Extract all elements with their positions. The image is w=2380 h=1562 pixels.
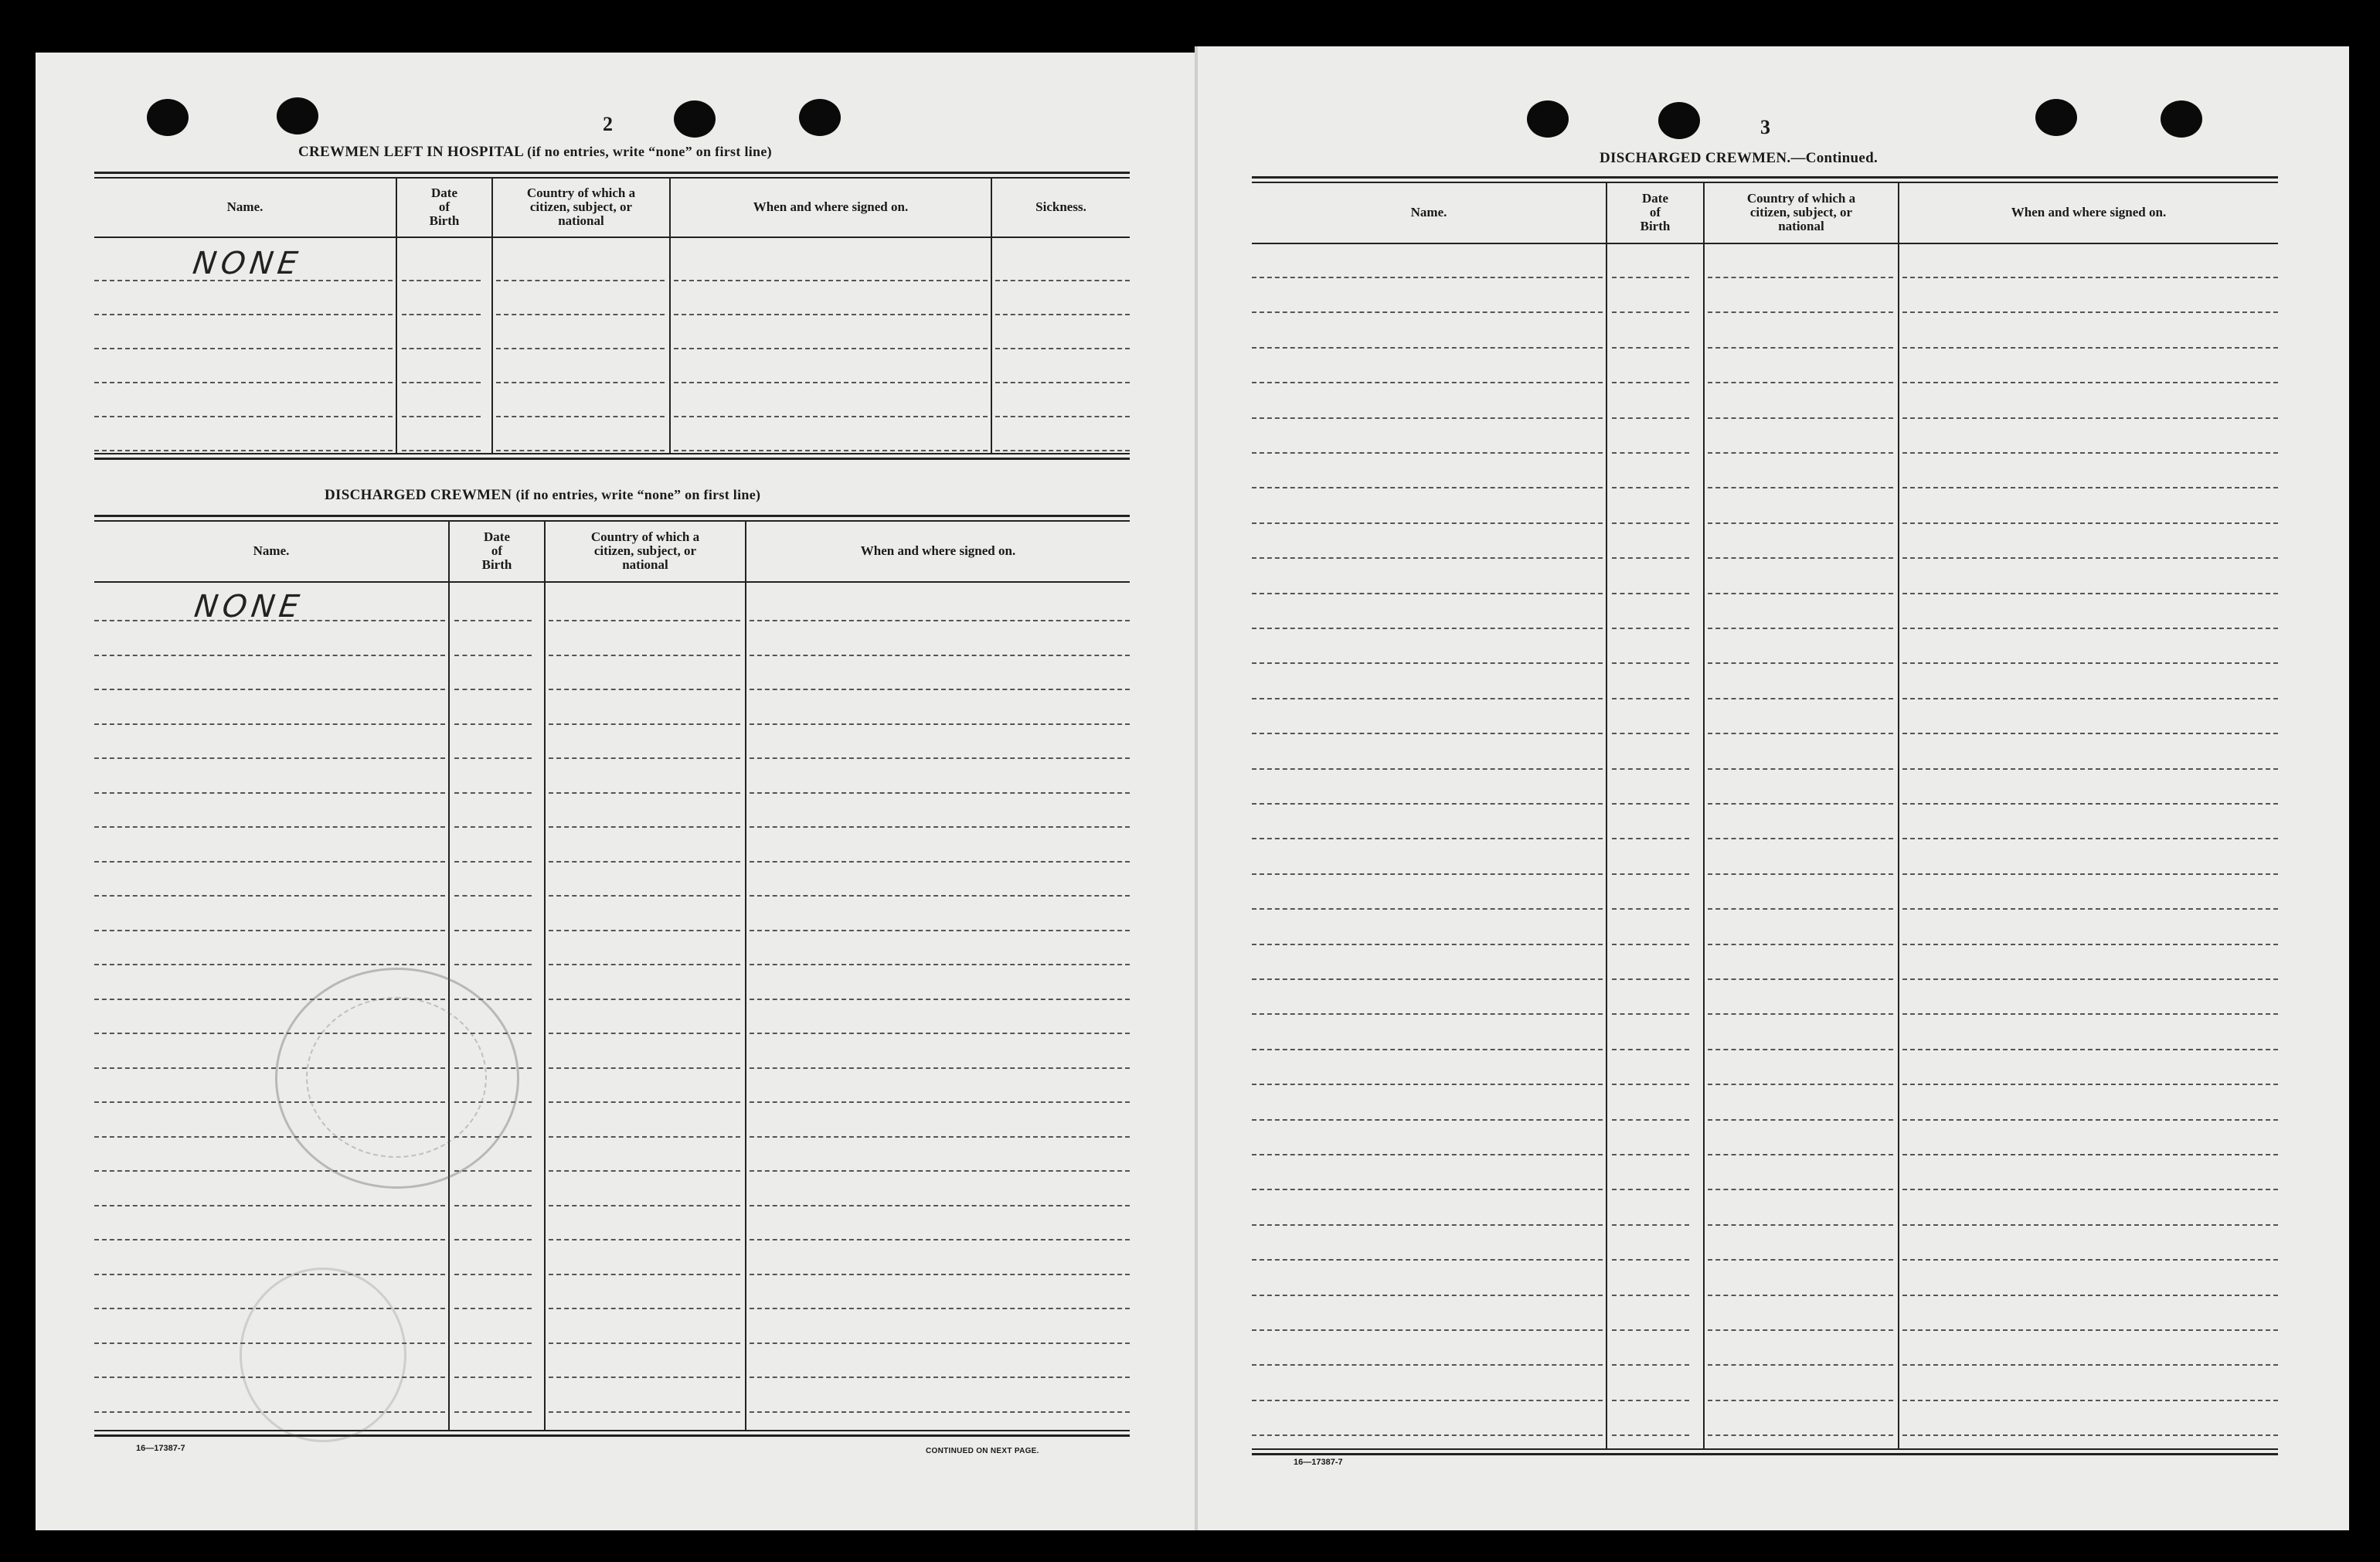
ruled-line	[94, 723, 445, 725]
ruled-line	[1252, 1049, 1603, 1050]
ruled-line	[1252, 662, 1603, 664]
ruled-line	[1612, 1119, 1689, 1121]
ruled-line	[1902, 838, 2278, 839]
ruled-line	[1902, 382, 2278, 383]
ruled-line	[750, 1033, 1130, 1034]
ruled-line	[1612, 662, 1689, 664]
punch-hole	[147, 99, 189, 136]
ruled-line	[1708, 1259, 1893, 1261]
discharged-instruction: (if no entries, write “none” on first line)	[515, 487, 761, 502]
ruled-line	[1708, 944, 1893, 945]
ruled-line	[402, 280, 481, 281]
ruled-line	[1252, 1013, 1603, 1015]
ruled-line	[1708, 1154, 1893, 1155]
ruled-line	[750, 1136, 1130, 1138]
punch-hole	[1527, 100, 1569, 138]
ruled-line	[1708, 908, 1893, 910]
ruled-line	[1708, 311, 1893, 313]
ruled-line	[750, 1274, 1130, 1275]
punch-hole	[2161, 100, 2202, 138]
ruled-line	[496, 382, 665, 383]
ruled-line	[1902, 1013, 2278, 1015]
ruled-line	[1252, 1224, 1603, 1226]
ruled-line	[1252, 382, 1603, 383]
ruled-line	[1902, 417, 2278, 419]
ruled-line	[549, 1170, 740, 1172]
ruled-line	[454, 723, 532, 725]
ruled-line	[402, 450, 481, 451]
ruled-line	[1708, 557, 1893, 559]
ruled-line	[1902, 698, 2278, 699]
ruled-line	[1612, 1013, 1689, 1015]
ruled-line	[1612, 803, 1689, 805]
right-form-code: 16—17387-7	[1294, 1458, 1343, 1467]
ruled-line	[454, 620, 532, 621]
ruled-line	[995, 314, 1130, 315]
ruled-line	[94, 792, 445, 794]
hospital-section-title	[298, 144, 772, 161]
ruled-line	[1612, 277, 1689, 278]
ruled-line	[995, 280, 1130, 281]
ruled-line	[1902, 662, 2278, 664]
header-name: Name.	[1410, 205, 1447, 219]
discharged-handwritten-entry: NONE	[192, 589, 306, 624]
ruled-line	[1612, 347, 1689, 349]
ruled-line	[94, 1239, 445, 1240]
ruled-line	[549, 861, 740, 863]
ruled-line	[750, 964, 1130, 965]
header-date-of-birth: Date of Birth	[1640, 191, 1671, 233]
ruled-line	[995, 348, 1130, 349]
ruled-line	[94, 314, 393, 315]
ruled-line	[1708, 347, 1893, 349]
ruled-line	[1708, 873, 1893, 875]
ruled-line	[1252, 768, 1603, 770]
ruled-line	[1252, 347, 1603, 349]
faded-stamp	[240, 1268, 406, 1442]
ruled-line	[94, 450, 393, 451]
ruled-line	[995, 416, 1130, 417]
ruled-line	[1708, 628, 1893, 629]
ruled-line	[1902, 557, 2278, 559]
ruled-line	[454, 757, 532, 759]
ruled-line	[1252, 417, 1603, 419]
ruled-line	[94, 382, 393, 383]
ruled-line	[1902, 1259, 2278, 1261]
ruled-line	[1902, 1295, 2278, 1296]
ruled-line	[750, 1067, 1130, 1069]
ruled-line	[1612, 908, 1689, 910]
ruled-line	[1252, 1119, 1603, 1121]
ruled-line	[1612, 557, 1689, 559]
ruled-line	[549, 655, 740, 656]
header-name: Name.	[253, 543, 290, 558]
right-section-title: DISCHARGED CREWMEN.—Continued.	[1600, 150, 1878, 166]
ruled-line	[1612, 1434, 1689, 1436]
ruled-line	[1708, 1224, 1893, 1226]
header-date-of-birth: Date of Birth	[429, 185, 460, 228]
ruled-line	[750, 999, 1130, 1000]
ruled-line	[1252, 487, 1603, 488]
ruled-line	[1252, 452, 1603, 454]
ruled-line	[1612, 1224, 1689, 1226]
ruled-line	[1708, 1189, 1893, 1190]
ruled-line	[1252, 908, 1603, 910]
ruled-line	[1902, 277, 2278, 278]
ruled-line	[1252, 698, 1603, 699]
discharged-title-text: DISCHARGED CREWMEN	[325, 487, 512, 503]
ruled-line	[549, 1101, 740, 1103]
ruled-line	[94, 757, 445, 759]
hospital-table	[94, 172, 1130, 462]
ruled-line	[1902, 1154, 2278, 1155]
ruled-line	[1252, 1189, 1603, 1190]
faded-stamp-inner	[306, 997, 487, 1158]
ruled-line	[1708, 1364, 1893, 1366]
ruled-line	[94, 930, 445, 931]
ruled-line	[94, 861, 445, 863]
ruled-line	[402, 416, 481, 417]
ruled-line	[549, 1067, 740, 1069]
ruled-line	[496, 416, 665, 417]
ruled-line	[1708, 382, 1893, 383]
ruled-line	[549, 1136, 740, 1138]
header-country: Country of which a citizen, subject, or national	[526, 185, 636, 228]
ruled-line	[1708, 1049, 1893, 1050]
ruled-line	[94, 655, 445, 656]
ruled-line	[750, 1239, 1130, 1240]
ruled-line	[94, 964, 445, 965]
ruled-line	[1252, 1084, 1603, 1085]
left-form-code: 16—17387-7	[136, 1444, 185, 1453]
ruled-line	[1902, 1224, 2278, 1226]
ruled-line	[1612, 944, 1689, 945]
ruled-line	[1902, 522, 2278, 524]
ruled-line	[1708, 452, 1893, 454]
ruled-line	[1612, 1259, 1689, 1261]
ruled-line	[1612, 593, 1689, 594]
ruled-line	[1902, 311, 2278, 313]
ruled-line	[750, 689, 1130, 690]
ruled-line	[454, 1239, 532, 1240]
ruled-line	[549, 792, 740, 794]
punch-hole	[2035, 99, 2077, 136]
discharged-section-title	[325, 487, 760, 504]
ruled-line	[750, 895, 1130, 897]
ruled-line	[1902, 487, 2278, 488]
ruled-line	[94, 1205, 445, 1206]
ruled-line	[549, 826, 740, 828]
discharged-continued-table	[1252, 176, 2278, 1458]
ruled-line	[1612, 1049, 1689, 1050]
ruled-line	[750, 655, 1130, 656]
ruled-line	[1708, 522, 1893, 524]
ruled-line	[1902, 978, 2278, 980]
punch-hole	[799, 99, 841, 136]
ruled-line	[1252, 1259, 1603, 1261]
ruled-line	[549, 930, 740, 931]
ruled-line	[995, 382, 1130, 383]
ruled-line	[549, 620, 740, 621]
ruled-line	[1612, 873, 1689, 875]
ruled-line	[1612, 452, 1689, 454]
ruled-line	[1708, 1400, 1893, 1401]
ruled-line	[454, 1377, 532, 1378]
ruled-line	[454, 1411, 532, 1413]
ruled-line	[549, 689, 740, 690]
ruled-line	[1902, 768, 2278, 770]
ruled-line	[1708, 277, 1893, 278]
header-name: Name.	[226, 199, 264, 214]
ruled-line	[1902, 1329, 2278, 1331]
ruled-line	[1902, 733, 2278, 734]
ruled-line	[454, 689, 532, 690]
ruled-line	[1708, 803, 1893, 805]
ruled-line	[549, 964, 740, 965]
ruled-line	[94, 826, 445, 828]
ruled-line	[1612, 838, 1689, 839]
ruled-line	[750, 826, 1130, 828]
ruled-line	[674, 314, 988, 315]
ruled-line	[1252, 733, 1603, 734]
ruled-line	[1252, 1329, 1603, 1331]
ruled-line	[1612, 1400, 1689, 1401]
ruled-line	[674, 450, 988, 451]
ruled-line	[1902, 347, 2278, 349]
ruled-line	[454, 1170, 532, 1172]
ruled-line	[750, 792, 1130, 794]
ruled-line	[1708, 1084, 1893, 1085]
ruled-line	[1708, 1295, 1893, 1296]
ruled-line	[1252, 978, 1603, 980]
ruled-line	[549, 1205, 740, 1206]
ruled-line	[1902, 452, 2278, 454]
ruled-line	[454, 655, 532, 656]
ruled-line	[1252, 1434, 1603, 1436]
ruled-line	[674, 348, 988, 349]
ruled-line	[1708, 698, 1893, 699]
ruled-line	[454, 861, 532, 863]
ruled-line	[1252, 277, 1603, 278]
ruled-line	[750, 1205, 1130, 1206]
punch-hole	[1658, 102, 1700, 139]
ruled-line	[1902, 1434, 2278, 1436]
ruled-line	[549, 1239, 740, 1240]
page-fold	[1195, 46, 1198, 1530]
ruled-line	[94, 348, 393, 349]
ruled-line	[750, 1308, 1130, 1309]
ruled-line	[1252, 1295, 1603, 1296]
ruled-line	[674, 382, 988, 383]
ruled-line	[1708, 768, 1893, 770]
ruled-line	[1252, 944, 1603, 945]
ruled-line	[1252, 1400, 1603, 1401]
ruled-line	[94, 1274, 445, 1275]
ruled-line	[402, 382, 481, 383]
ruled-line	[549, 1274, 740, 1275]
ruled-line	[496, 280, 665, 281]
ruled-line	[1708, 1434, 1893, 1436]
ruled-line	[1708, 733, 1893, 734]
ruled-line	[1902, 908, 2278, 910]
ruled-line	[1612, 417, 1689, 419]
ruled-line	[549, 999, 740, 1000]
ruled-line	[549, 1411, 740, 1413]
ruled-line	[1902, 1400, 2278, 1401]
ruled-line	[750, 1101, 1130, 1103]
ruled-line	[454, 964, 532, 965]
ruled-line	[1252, 522, 1603, 524]
ruled-line	[1708, 978, 1893, 980]
ruled-line	[750, 723, 1130, 725]
ruled-line	[1708, 838, 1893, 839]
ruled-line	[1612, 733, 1689, 734]
ruled-line	[1252, 593, 1603, 594]
ruled-line	[454, 1343, 532, 1344]
ruled-line	[1252, 628, 1603, 629]
header-country: Country of which a citizen, subject, or national	[1746, 191, 1856, 233]
ruled-line	[1612, 1189, 1689, 1190]
ruled-line	[674, 416, 988, 417]
ruled-line	[549, 1308, 740, 1309]
ruled-line	[750, 1170, 1130, 1172]
ruled-line	[1708, 487, 1893, 488]
ruled-line	[1708, 593, 1893, 594]
ruled-line	[454, 1274, 532, 1275]
header-signed-on: When and where signed on.	[2011, 205, 2167, 219]
ruled-line	[454, 930, 532, 931]
ruled-line	[1902, 593, 2278, 594]
ruled-line	[1252, 873, 1603, 875]
ruled-line	[496, 450, 665, 451]
ruled-line	[496, 314, 665, 315]
ruled-line	[1902, 1189, 2278, 1190]
ruled-line	[1902, 1049, 2278, 1050]
ruled-line	[1612, 311, 1689, 313]
ruled-line	[750, 1343, 1130, 1344]
header-country: Country of which a citizen, subject, or national	[590, 529, 700, 572]
ruled-line	[1708, 417, 1893, 419]
ruled-line	[1902, 1084, 2278, 1085]
page-number: 3	[1760, 116, 1770, 138]
ruled-line	[549, 1033, 740, 1034]
ruled-line	[549, 757, 740, 759]
ruled-line	[1612, 628, 1689, 629]
ruled-line	[1902, 803, 2278, 805]
ruled-line	[1612, 1084, 1689, 1085]
ruled-line	[1612, 1154, 1689, 1155]
ruled-line	[1708, 1119, 1893, 1121]
ruled-line	[94, 895, 445, 897]
ruled-line	[1612, 382, 1689, 383]
ruled-line	[1252, 1154, 1603, 1155]
ruled-line	[1612, 1364, 1689, 1366]
header-sickness: Sickness.	[1035, 199, 1086, 214]
ruled-line	[454, 826, 532, 828]
ruled-line	[1252, 838, 1603, 839]
ruled-line	[1612, 768, 1689, 770]
ruled-line	[454, 1205, 532, 1206]
ruled-line	[750, 861, 1130, 863]
header-signed-on: When and where signed on.	[860, 543, 1016, 558]
ruled-line	[454, 1308, 532, 1309]
ruled-line	[94, 689, 445, 690]
ruled-line	[1612, 1329, 1689, 1331]
hospital-handwritten-entry: NONE	[190, 246, 304, 281]
ruled-line	[402, 348, 481, 349]
ruled-line	[1252, 803, 1603, 805]
ruled-line	[1708, 662, 1893, 664]
ruled-line	[1902, 1119, 2278, 1121]
ruled-line	[1612, 978, 1689, 980]
ruled-line	[1252, 311, 1603, 313]
ruled-line	[94, 416, 393, 417]
ruled-line	[549, 723, 740, 725]
ruled-line	[454, 792, 532, 794]
punch-hole	[277, 97, 318, 134]
header-date-of-birth: Date of Birth	[481, 529, 512, 572]
ruled-line	[1902, 944, 2278, 945]
ruled-line	[1252, 1364, 1603, 1366]
ruled-line	[1612, 487, 1689, 488]
continued-note: CONTINUED ON NEXT PAGE.	[926, 1447, 1039, 1455]
ruled-line	[1612, 1295, 1689, 1296]
ruled-line	[995, 450, 1130, 451]
header-signed-on: When and where signed on.	[753, 199, 909, 214]
hospital-instruction: (if no entries, write “none” on first line)	[527, 144, 772, 159]
ruled-line	[1902, 1364, 2278, 1366]
ruled-line	[1612, 522, 1689, 524]
ruled-line	[549, 1377, 740, 1378]
ruled-line	[674, 280, 988, 281]
ruled-line	[750, 1411, 1130, 1413]
ruled-line	[1708, 1013, 1893, 1015]
discharged-table	[94, 515, 1130, 1442]
ruled-line	[496, 348, 665, 349]
ruled-line	[1708, 1329, 1893, 1331]
ruled-line	[549, 1343, 740, 1344]
ruled-line	[750, 620, 1130, 621]
ruled-line	[750, 930, 1130, 931]
ruled-line	[750, 1377, 1130, 1378]
ruled-line	[750, 757, 1130, 759]
ruled-line	[454, 895, 532, 897]
ruled-line	[402, 314, 481, 315]
ruled-line	[549, 895, 740, 897]
ruled-line	[1252, 557, 1603, 559]
ruled-line	[1612, 698, 1689, 699]
punch-hole	[674, 100, 716, 138]
ruled-line	[1902, 873, 2278, 875]
page-number: 2	[603, 113, 613, 135]
ruled-line	[1902, 628, 2278, 629]
hospital-title-text: CREWMEN LEFT IN HOSPITAL	[298, 144, 524, 160]
